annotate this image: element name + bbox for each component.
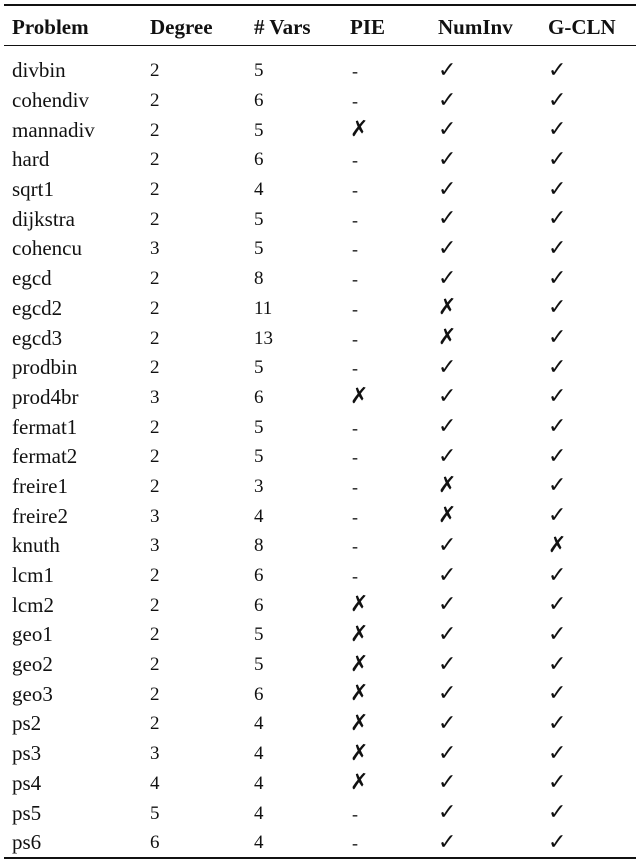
- check-mark-icon: ✓: [438, 829, 457, 855]
- cell-vars: 5: [254, 416, 264, 438]
- cell-vars: 5: [254, 238, 264, 260]
- cell-gcln: [548, 412, 636, 442]
- check-mark-icon: ✓: [438, 740, 457, 766]
- cell-problem: ps2: [12, 711, 42, 736]
- cell-numinv: [438, 323, 548, 353]
- table-row: [4, 175, 636, 205]
- check-mark-icon: ✓: [548, 710, 567, 736]
- cell-vars: 5: [254, 208, 264, 230]
- check-mark-icon: ✓: [438, 206, 457, 232]
- cell-pie: [350, 264, 438, 294]
- cell-degree: 3: [150, 505, 160, 527]
- cell-pie: [350, 204, 438, 234]
- check-mark-icon: ✓: [438, 562, 457, 588]
- cell-problem: divbin: [12, 58, 66, 83]
- cell-gcln: [548, 294, 636, 324]
- cell-degree: 2: [150, 179, 160, 201]
- header-gcln: G-CLN: [548, 14, 616, 39]
- cell-numinv: [438, 650, 548, 680]
- cross-mark-icon: ✗: [350, 740, 369, 766]
- dash-mark: -: [352, 833, 358, 854]
- cell-pie: [350, 769, 438, 799]
- dash-mark: -: [352, 328, 358, 349]
- cell-numinv: [438, 294, 548, 324]
- cell-gcln: [548, 798, 636, 828]
- dash-mark: -: [352, 61, 358, 82]
- cell-problem: lcm2: [12, 592, 54, 617]
- cell-vars: 6: [254, 386, 264, 408]
- cell-degree: 2: [150, 565, 160, 587]
- cell-vars: 4: [254, 802, 264, 824]
- check-mark-icon: ✓: [548, 681, 567, 707]
- table-row: [4, 115, 636, 145]
- cell-problem: knuth: [12, 533, 60, 558]
- cell-gcln: [548, 383, 636, 413]
- cell-vars: 5: [254, 446, 264, 468]
- cell-vars: 4: [254, 179, 264, 201]
- cell-problem: prod4br: [12, 384, 79, 409]
- cell-numinv: [438, 383, 548, 413]
- cell-pie: [350, 383, 438, 413]
- check-mark-icon: ✓: [438, 532, 457, 558]
- cell-gcln: [548, 650, 636, 680]
- table-row: [4, 234, 636, 264]
- cell-pie: [350, 294, 438, 324]
- cell-problem: ps5: [12, 800, 42, 825]
- header-row: [4, 0, 636, 50]
- table-row: [4, 145, 636, 175]
- cell-gcln: [548, 590, 636, 620]
- check-mark-icon: ✓: [548, 443, 567, 469]
- cell-vars: 4: [254, 713, 264, 735]
- check-mark-icon: ✓: [438, 800, 457, 826]
- cell-gcln: [548, 264, 636, 294]
- check-mark-icon: ✓: [548, 384, 567, 410]
- cell-vars: 4: [254, 505, 264, 527]
- dash-mark: -: [352, 269, 358, 290]
- check-mark-icon: ✓: [438, 710, 457, 736]
- check-mark-icon: ✓: [438, 681, 457, 707]
- cell-numinv: [438, 412, 548, 442]
- cell-vars: 5: [254, 654, 264, 676]
- table-row: [4, 590, 636, 620]
- cell-problem: egcd2: [12, 295, 63, 320]
- cell-degree: 2: [150, 208, 160, 230]
- table-row: [4, 739, 636, 769]
- check-mark-icon: ✓: [548, 503, 567, 529]
- table-row: [4, 442, 636, 472]
- table-row: [4, 828, 636, 858]
- table-row: [4, 679, 636, 709]
- check-mark-icon: ✓: [438, 621, 457, 647]
- cell-degree: 3: [150, 535, 160, 557]
- check-mark-icon: ✓: [548, 592, 567, 618]
- cell-degree: 2: [150, 60, 160, 82]
- check-mark-icon: ✓: [548, 146, 567, 172]
- check-mark-icon: ✓: [438, 354, 457, 380]
- check-mark-icon: ✓: [438, 443, 457, 469]
- cell-numinv: [438, 175, 548, 205]
- table-row: [4, 353, 636, 383]
- table-row: [4, 798, 636, 828]
- check-mark-icon: ✓: [438, 87, 457, 113]
- cell-pie: [350, 115, 438, 145]
- cell-numinv: [438, 620, 548, 650]
- table-row: [4, 620, 636, 650]
- dash-mark: -: [352, 536, 358, 557]
- table-row: [4, 769, 636, 799]
- check-mark-icon: ✓: [548, 354, 567, 380]
- cell-gcln: [548, 175, 636, 205]
- cell-vars: 8: [254, 535, 264, 557]
- check-mark-icon: ✓: [438, 146, 457, 172]
- cross-mark-icon: ✗: [438, 295, 457, 321]
- table-row: [4, 531, 636, 561]
- cell-problem: prodbin: [12, 355, 78, 380]
- cell-degree: 4: [150, 772, 160, 794]
- cell-problem: egcd3: [12, 325, 63, 350]
- check-mark-icon: ✓: [548, 621, 567, 647]
- cell-degree: 2: [150, 149, 160, 171]
- check-mark-icon: ✓: [548, 800, 567, 826]
- cell-pie: [350, 798, 438, 828]
- cell-pie: [350, 828, 438, 858]
- cross-mark-icon: ✗: [548, 532, 567, 558]
- cell-vars: 6: [254, 594, 264, 616]
- dash-mark: -: [352, 209, 358, 230]
- check-mark-icon: ✓: [548, 295, 567, 321]
- cell-degree: 3: [150, 238, 160, 260]
- cell-gcln: [548, 50, 636, 86]
- cell-gcln: [548, 501, 636, 531]
- check-mark-icon: ✓: [548, 176, 567, 202]
- cell-numinv: [438, 501, 548, 531]
- check-mark-icon: ✓: [548, 770, 567, 796]
- cell-problem: cohendiv: [12, 88, 89, 113]
- cell-pie: [350, 145, 438, 175]
- cell-vars: 8: [254, 268, 264, 290]
- cell-degree: 2: [150, 119, 160, 141]
- table-row: [4, 204, 636, 234]
- cross-mark-icon: ✗: [438, 503, 457, 529]
- cross-mark-icon: ✗: [350, 710, 369, 736]
- cell-gcln: [548, 620, 636, 650]
- cell-degree: 2: [150, 268, 160, 290]
- cell-numinv: [438, 264, 548, 294]
- cell-gcln: [548, 442, 636, 472]
- cell-problem: freire1: [12, 473, 68, 498]
- cell-problem: lcm1: [12, 563, 54, 588]
- cell-problem: cohencu: [12, 236, 82, 261]
- cell-numinv: [438, 590, 548, 620]
- cell-pie: [350, 50, 438, 86]
- cell-pie: [350, 501, 438, 531]
- cell-degree: 2: [150, 327, 160, 349]
- cell-pie: [350, 561, 438, 591]
- cross-mark-icon: ✗: [350, 681, 369, 707]
- cell-gcln: [548, 739, 636, 769]
- cell-vars: 6: [254, 683, 264, 705]
- cell-problem: fermat2: [12, 444, 78, 469]
- table-body: [4, 50, 636, 858]
- cell-vars: 3: [254, 475, 264, 497]
- check-mark-icon: ✓: [548, 473, 567, 499]
- cell-vars: 5: [254, 624, 264, 646]
- cell-gcln: [548, 561, 636, 591]
- check-mark-icon: ✓: [438, 414, 457, 440]
- check-mark-icon: ✓: [438, 117, 457, 143]
- cell-numinv: [438, 531, 548, 561]
- cell-numinv: [438, 739, 548, 769]
- cell-numinv: [438, 204, 548, 234]
- results-table: [4, 0, 636, 858]
- cell-problem: egcd: [12, 266, 52, 291]
- cell-pie: [350, 472, 438, 502]
- cell-degree: 6: [150, 832, 160, 854]
- cell-numinv: [438, 798, 548, 828]
- check-mark-icon: ✓: [548, 325, 567, 351]
- cell-numinv: [438, 561, 548, 591]
- cell-pie: [350, 323, 438, 353]
- cross-mark-icon: ✗: [350, 770, 369, 796]
- cell-pie: [350, 709, 438, 739]
- cell-pie: [350, 679, 438, 709]
- cell-gcln: [548, 323, 636, 353]
- cell-gcln: [548, 769, 636, 799]
- cell-problem: ps3: [12, 741, 42, 766]
- cross-mark-icon: ✗: [350, 384, 369, 410]
- cell-numinv: [438, 353, 548, 383]
- cell-gcln: [548, 234, 636, 264]
- cell-pie: [350, 650, 438, 680]
- table-row: [4, 264, 636, 294]
- cell-problem: ps4: [12, 770, 42, 795]
- cell-problem: hard: [12, 147, 50, 172]
- check-mark-icon: ✓: [548, 57, 567, 83]
- cell-pie: [350, 531, 438, 561]
- table-row: [4, 650, 636, 680]
- header-pie: PIE: [350, 14, 386, 39]
- cell-vars: 6: [254, 90, 264, 112]
- cell-problem: geo1: [12, 622, 53, 647]
- cross-mark-icon: ✗: [438, 325, 457, 351]
- cell-gcln: [548, 709, 636, 739]
- table-row: [4, 412, 636, 442]
- cell-degree: 3: [150, 386, 160, 408]
- cell-degree: 2: [150, 416, 160, 438]
- check-mark-icon: ✓: [548, 235, 567, 261]
- dash-mark: -: [352, 180, 358, 201]
- cell-pie: [350, 234, 438, 264]
- cell-pie: [350, 412, 438, 442]
- cross-mark-icon: ✗: [350, 621, 369, 647]
- check-mark-icon: ✓: [438, 384, 457, 410]
- cross-mark-icon: ✗: [438, 473, 457, 499]
- cell-degree: 2: [150, 713, 160, 735]
- check-mark-icon: ✓: [548, 206, 567, 232]
- cell-gcln: [548, 115, 636, 145]
- cell-gcln: [548, 828, 636, 858]
- check-mark-icon: ✓: [438, 651, 457, 677]
- cell-gcln: [548, 472, 636, 502]
- cell-problem: sqrt1: [12, 177, 54, 202]
- cell-pie: [350, 739, 438, 769]
- cell-vars: 13: [254, 327, 273, 349]
- cell-problem: dijkstra: [12, 206, 75, 231]
- cell-problem: geo2: [12, 652, 53, 677]
- cell-gcln: [548, 204, 636, 234]
- dash-mark: -: [352, 566, 358, 587]
- check-mark-icon: ✓: [548, 562, 567, 588]
- cell-numinv: [438, 50, 548, 86]
- check-mark-icon: ✓: [548, 414, 567, 440]
- check-mark-icon: ✓: [438, 592, 457, 618]
- check-mark-icon: ✓: [438, 770, 457, 796]
- cell-numinv: [438, 472, 548, 502]
- table-row: [4, 50, 636, 86]
- cell-numinv: [438, 86, 548, 116]
- check-mark-icon: ✓: [548, 651, 567, 677]
- cell-numinv: [438, 679, 548, 709]
- cell-vars: 4: [254, 743, 264, 765]
- cell-degree: 2: [150, 594, 160, 616]
- table-row: [4, 709, 636, 739]
- dash-mark: -: [352, 476, 358, 497]
- cross-mark-icon: ✗: [350, 592, 369, 618]
- cell-vars: 4: [254, 832, 264, 854]
- check-mark-icon: ✓: [438, 176, 457, 202]
- dash-mark: -: [352, 298, 358, 319]
- table-row: [4, 294, 636, 324]
- table-row: [4, 86, 636, 116]
- table-row: [4, 472, 636, 502]
- table-row: [4, 561, 636, 591]
- cell-gcln: [548, 145, 636, 175]
- check-mark-icon: ✓: [548, 740, 567, 766]
- cell-vars: 6: [254, 565, 264, 587]
- header-problem: Problem: [12, 14, 89, 39]
- cell-problem: ps6: [12, 830, 42, 855]
- check-mark-icon: ✓: [438, 235, 457, 261]
- cell-numinv: [438, 709, 548, 739]
- cell-problem: fermat1: [12, 414, 78, 439]
- dash-mark: -: [352, 803, 358, 824]
- cell-pie: [350, 620, 438, 650]
- cell-pie: [350, 590, 438, 620]
- dash-mark: -: [352, 358, 358, 379]
- cell-degree: 2: [150, 357, 160, 379]
- cell-pie: [350, 353, 438, 383]
- dash-mark: -: [352, 506, 358, 527]
- cell-degree: 2: [150, 624, 160, 646]
- check-mark-icon: ✓: [548, 265, 567, 291]
- check-mark-icon: ✓: [438, 57, 457, 83]
- cell-gcln: [548, 86, 636, 116]
- cell-degree: 2: [150, 683, 160, 705]
- cell-degree: 2: [150, 446, 160, 468]
- cell-pie: [350, 86, 438, 116]
- cell-vars: 4: [254, 772, 264, 794]
- cell-problem: freire2: [12, 503, 68, 528]
- table-row: [4, 323, 636, 353]
- table-row: [4, 383, 636, 413]
- cell-vars: 5: [254, 60, 264, 82]
- dash-mark: -: [352, 239, 358, 260]
- cell-pie: [350, 442, 438, 472]
- cross-mark-icon: ✗: [350, 651, 369, 677]
- cross-mark-icon: ✗: [350, 117, 369, 143]
- header-vars: # Vars: [254, 14, 311, 39]
- cell-numinv: [438, 442, 548, 472]
- cell-degree: 2: [150, 654, 160, 676]
- cell-numinv: [438, 828, 548, 858]
- cell-numinv: [438, 234, 548, 264]
- check-mark-icon: ✓: [548, 87, 567, 113]
- cell-numinv: [438, 115, 548, 145]
- dash-mark: -: [352, 417, 358, 438]
- cell-pie: [350, 175, 438, 205]
- header-degree: Degree: [150, 14, 213, 39]
- check-mark-icon: ✓: [438, 265, 457, 291]
- cell-degree: 2: [150, 90, 160, 112]
- cell-vars: 6: [254, 149, 264, 171]
- table-row: [4, 501, 636, 531]
- check-mark-icon: ✓: [548, 829, 567, 855]
- cell-vars: 11: [254, 297, 273, 319]
- cell-vars: 5: [254, 357, 264, 379]
- cell-numinv: [438, 145, 548, 175]
- cell-degree: 2: [150, 297, 160, 319]
- cell-problem: mannadiv: [12, 117, 95, 142]
- cell-degree: 5: [150, 802, 160, 824]
- cell-gcln: [548, 353, 636, 383]
- cell-gcln: [548, 531, 636, 561]
- cell-problem: geo3: [12, 681, 53, 706]
- cell-gcln: [548, 679, 636, 709]
- dash-mark: -: [352, 91, 358, 112]
- dash-mark: -: [352, 447, 358, 468]
- dash-mark: -: [352, 150, 358, 171]
- cell-numinv: [438, 769, 548, 799]
- cell-degree: 3: [150, 743, 160, 765]
- cell-degree: 2: [150, 475, 160, 497]
- header-numinv: NumInv: [438, 14, 513, 39]
- check-mark-icon: ✓: [548, 117, 567, 143]
- cell-vars: 5: [254, 119, 264, 141]
